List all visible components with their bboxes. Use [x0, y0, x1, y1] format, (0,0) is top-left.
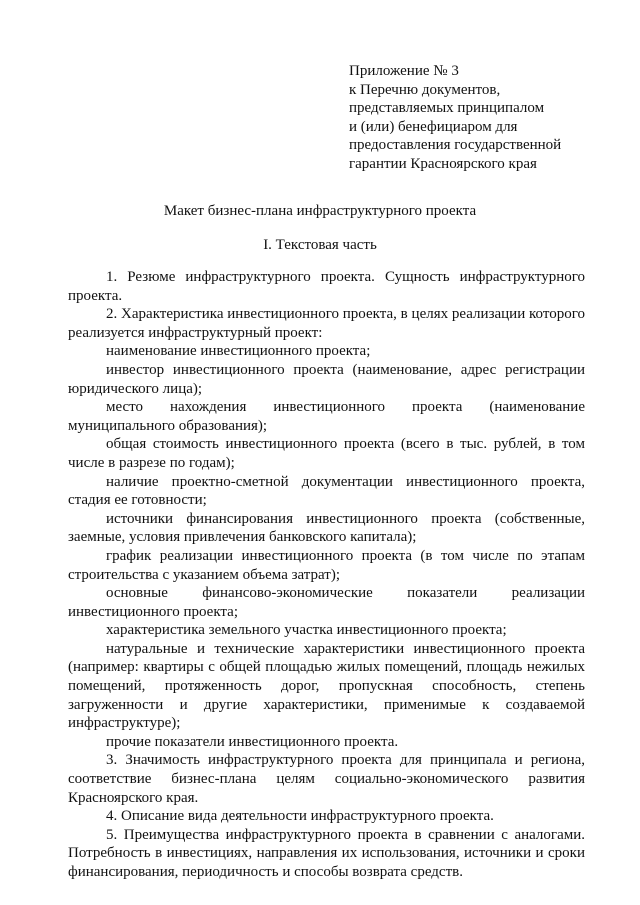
paragraph: характеристика земельного участка инвестиционного проекта; — [106, 622, 507, 639]
paragraph: прочие показатели инвестиционного проекта. — [106, 733, 399, 750]
paragraph: наличие проектно-сметной документации инвестиционного проекта, стадия ее готовности; — [68, 473, 585, 509]
appendix-line: к Перечню документов, — [349, 81, 501, 98]
appendix-line: представляемых принципалом — [349, 100, 545, 116]
paragraph: общая стоимость инвестиционного проекта (всего в тыс. рублей, в том числе в разрезе по годам); — [68, 436, 585, 471]
paragraph: инвестор инвестиционного проекта (наименование, адрес регистрации юридического лица); — [68, 361, 585, 397]
paragraph: график реализации инвестиционного проекта (в том числе по этапам строительства с указанием объема затрат); — [68, 547, 585, 583]
appendix-line: гарантии Красноярского края — [349, 155, 537, 172]
paragraph: 4. Описание вида деятельности инфраструктурного проекта. — [106, 808, 494, 825]
appendix-header — [349, 62, 599, 173]
paragraph: основные финансово-экономические показатели реализации инвестиционного проекта; — [68, 585, 585, 620]
document-title: Макет бизнес-плана инфраструктурного проекта — [163, 203, 477, 219]
paragraph: 5. Преимущества инфраструктурного проекта в сравнении с аналогами. Потребность в инвестициях, направления их использования, источники и сроки финансирования, периодичность и способы возврата средств. — [68, 826, 585, 880]
paragraph: источники финансирования инвестиционного проекта (собственные, заемные, условия привлечения банковского капитала); — [68, 510, 585, 546]
paragraph: 1. Резюме инфраструктурного проекта. Сущность инфраструктурного проекта. — [68, 269, 585, 304]
appendix-line: и (или) бенефициаром для — [349, 118, 518, 135]
appendix-line: предоставления государственной — [349, 137, 562, 153]
section-heading: I. Текстовая часть — [263, 237, 377, 253]
paragraph: место нахождения инвестиционного проекта (наименование муниципального образования); — [68, 399, 585, 434]
paragraph: натуральные и технические характеристики инвестиционного проекта (например: квартиры с общей площадью жилых помещений, площадь нежилых помещений, протяженность дорог, пропускная способность, степень загруженности и другие характеристики, применимые к создаваемой инфраструктуре); — [68, 640, 585, 732]
paragraph: 3. Значимость инфраструктурного проекта для принципала и региона, соответствие бизнес-плана целям социально-экономического развития Красноярского края. — [68, 752, 585, 806]
document-body — [68, 268, 585, 882]
paragraph: 2. Характеристика инвестиционного проекта, в целях реализации которого реализуется инфраструктурный проект: — [68, 306, 585, 341]
paragraph: наименование инвестиционного проекта; — [106, 343, 371, 360]
appendix-line: Приложение № 3 — [349, 63, 459, 79]
